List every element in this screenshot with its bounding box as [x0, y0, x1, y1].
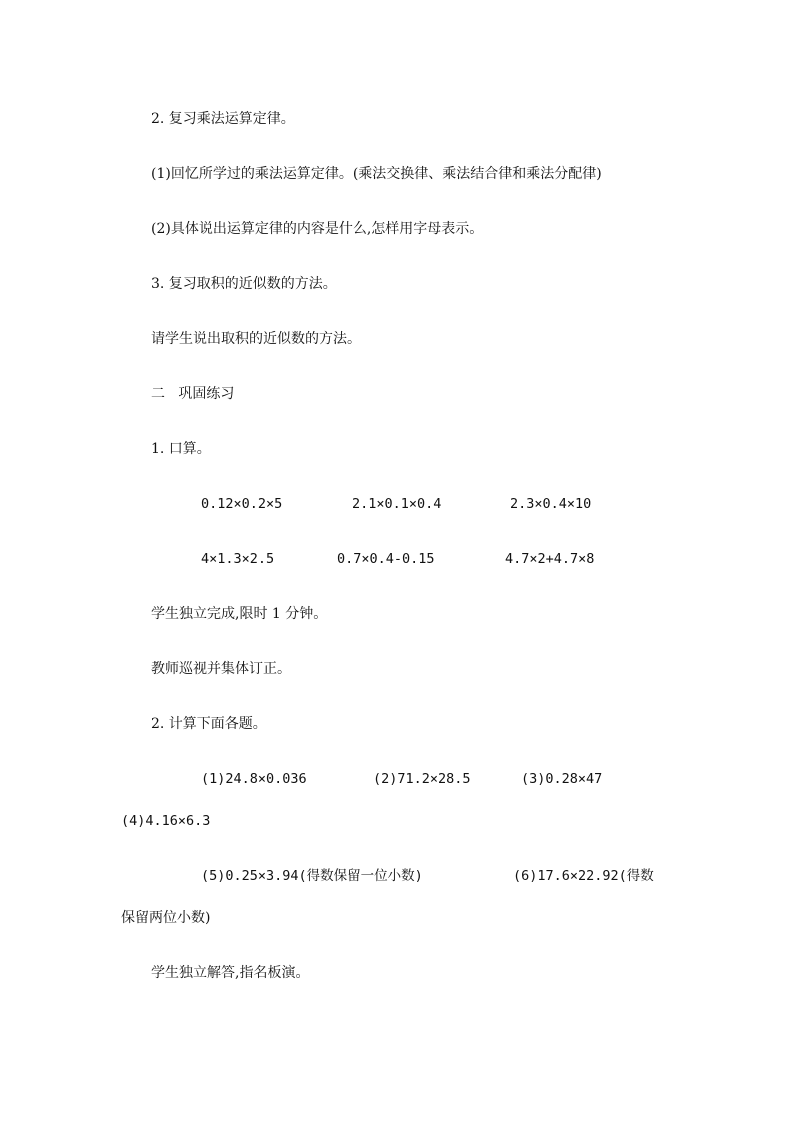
section-review-multiplication-laws: 2. 复习乘法运算定律。	[151, 111, 295, 127]
calc-problem: (4)4.16×6.3	[121, 813, 211, 829]
calc-problem: (5)0.25×3.94(得数保留一位小数)	[201, 868, 423, 884]
calc-problem: (6)17.6×22.92(得数	[513, 868, 654, 884]
calc-problem: (1)24.8×0.036	[201, 771, 307, 787]
oral-problem: 4×1.3×2.5	[201, 551, 275, 567]
student-instruction-text: 学生独立完成,限时 1 分钟。	[151, 606, 328, 622]
calc-problem-continuation: 保留两位小数)	[121, 910, 211, 926]
section-heading-practice: 二 巩固练习	[151, 386, 235, 402]
describe-laws-text: (2)具体说出运算定律的内容是什么,怎样用字母表示。	[151, 221, 484, 237]
calc-problem: (2)71.2×28.5	[373, 771, 471, 787]
section-review-approximation: 3. 复习取积的近似数的方法。	[151, 276, 337, 292]
teacher-instruction-text: 教师巡视并集体订正。	[151, 661, 291, 677]
oral-math-heading: 1. 口算。	[151, 441, 211, 457]
recall-laws-text: (1)回忆所学过的乘法运算定律。(乘法交换律、乘法结合律和乘法分配律)	[151, 166, 602, 182]
approximation-instruction: 请学生说出取积的近似数的方法。	[151, 331, 361, 347]
student-solve-instruction: 学生独立解答,指名板演。	[151, 965, 310, 981]
calculation-heading: 2. 计算下面各题。	[151, 716, 267, 732]
calc-problem: (3)0.28×47	[521, 771, 603, 787]
oral-problem: 2.1×0.1×0.4	[352, 496, 442, 512]
oral-problem: 2.3×0.4×10	[510, 496, 592, 512]
oral-problem: 0.7×0.4-0.15	[337, 551, 435, 567]
oral-problem: 4.7×2+4.7×8	[505, 551, 595, 567]
oral-problem: 0.12×0.2×5	[201, 496, 283, 512]
